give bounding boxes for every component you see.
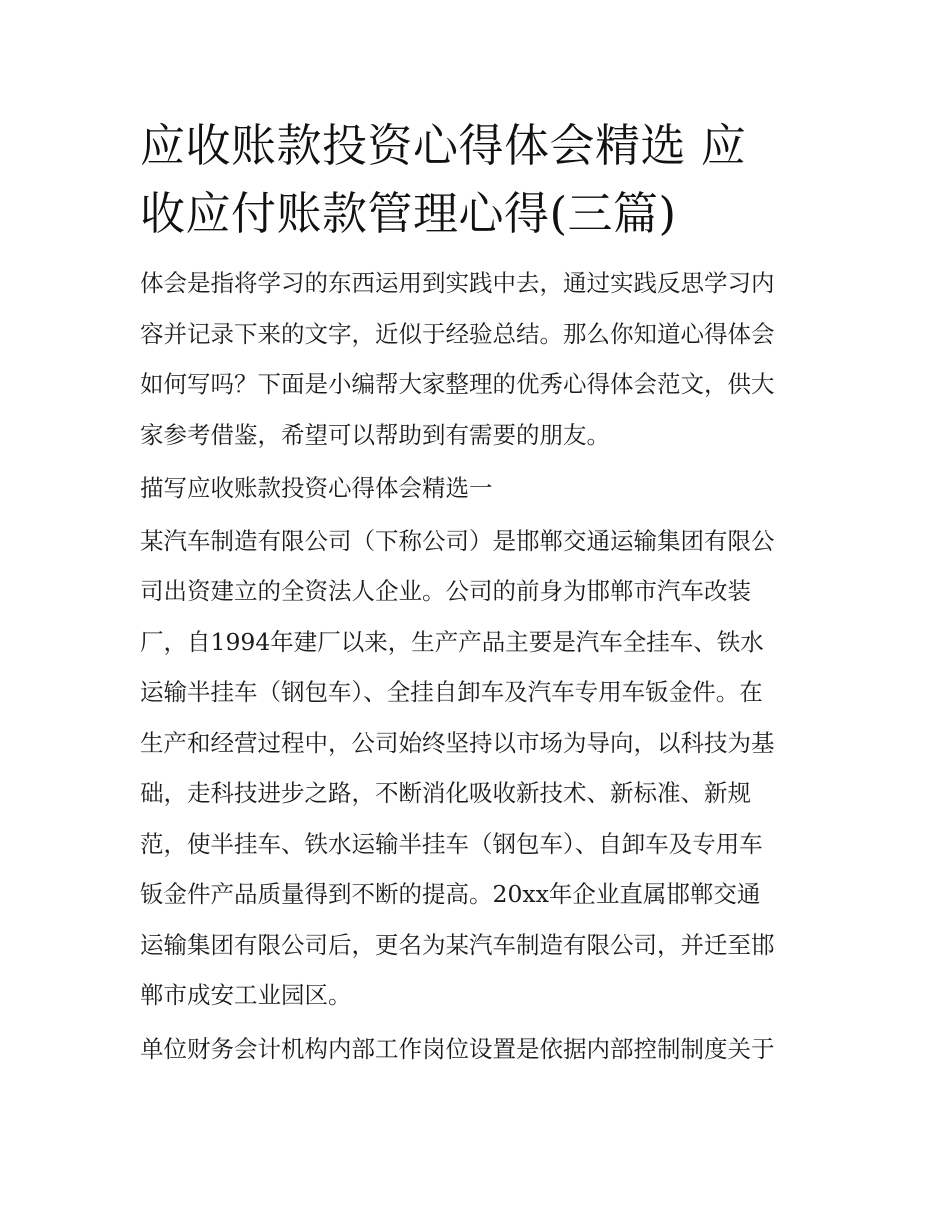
section-heading bbox=[140, 463, 812, 514]
text-line: 础，走科技进步之路，不断消化吸收新技术、新标准、新规 bbox=[140, 779, 751, 807]
document-body bbox=[140, 258, 812, 1074]
text-line: 某汽车制造有限公司（下称公司）是邯郸交通运输集团有限公 bbox=[140, 526, 775, 555]
text-line: 生产和经营过程中，公司始终坚持以市场为导向，以科技为基 bbox=[140, 728, 775, 757]
finance-paragraph bbox=[140, 1024, 812, 1075]
text-line: 描写应收账款投资心得体会精选一 bbox=[140, 474, 493, 502]
title-line: 应收账款投资心得体会精选 应 bbox=[140, 119, 747, 172]
title-line: 收应付账款管理心得(三篇) bbox=[140, 187, 677, 240]
text-line: 容并记录下来的文字，近似于经验总结。那么你知道心得体会 bbox=[140, 319, 775, 348]
text-line: 体会是指将学习的东西运用到实践中去，通过实践反思学习内 bbox=[140, 269, 775, 297]
intro-paragraph bbox=[140, 258, 812, 460]
text-line: 范，使半挂车、铁水运输半挂车（钢包车）、自卸车及专用车 bbox=[140, 829, 763, 858]
text-line: 厂，自1994年建厂以来，生产产品主要是汽车全挂车、铁水 bbox=[140, 627, 764, 656]
text-line: 运输半挂车（钢包车）、全挂自卸车及汽车专用车钣金件。在 bbox=[140, 678, 763, 706]
document-title bbox=[140, 112, 812, 248]
text-line: 司出资建立的全资法人企业。公司的前身为邯郸市汽车改装 bbox=[140, 577, 751, 605]
text-line: 运输集团有限公司后，更名为某汽车制造有限公司，并迁至邯 bbox=[140, 930, 775, 959]
text-line: 如何写吗？下面是小编帮大家整理的优秀心得体会范文，供大 bbox=[140, 370, 775, 398]
company-paragraph bbox=[140, 516, 812, 1021]
text-line: 郸市成安工业园区。 bbox=[140, 981, 352, 1009]
text-line: 单位财务会计机构内部工作岗位设置是依据内部控制制度关于 bbox=[140, 1034, 775, 1063]
text-line: 钣金件产品质量得到不断的提高。20xx年企业直属邯郸交通 bbox=[140, 880, 761, 908]
text-line: 家参考借鉴，希望可以帮助到有需要的朋友。 bbox=[140, 420, 610, 449]
document-page bbox=[140, 112, 812, 1077]
